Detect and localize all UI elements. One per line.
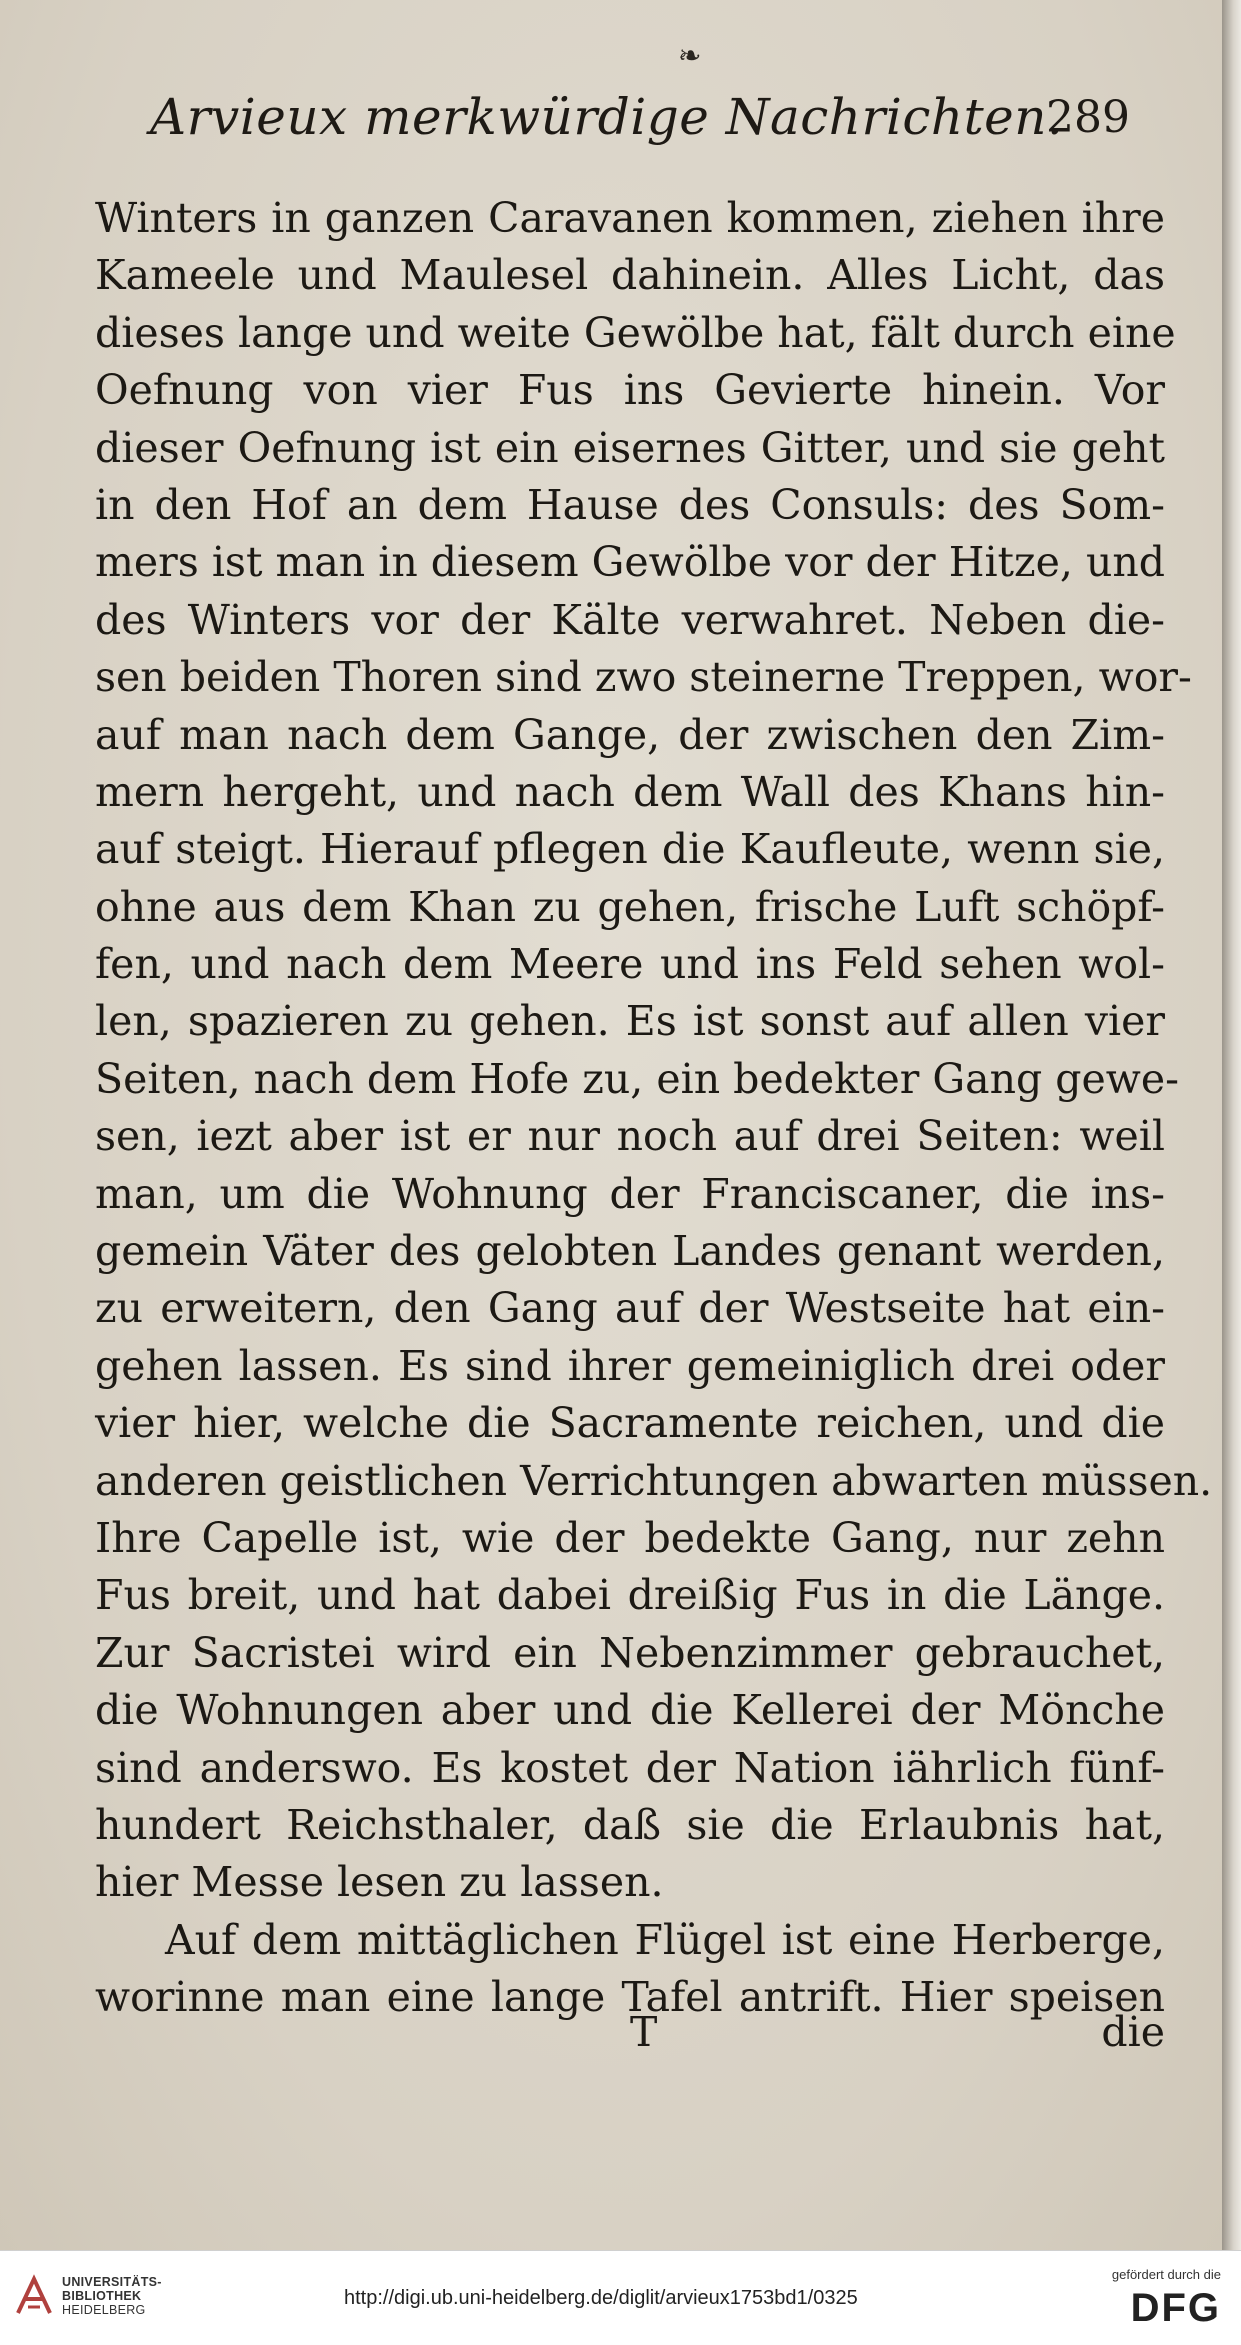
text-line: Ihre Capelle ist, wie der bedekte Gang, nur zehn — [95, 1513, 1165, 1562]
dfg-logo: DFG — [1130, 2286, 1221, 2330]
text-line: hundert Reichsthaler, daß sie die Erlaubnis hat, — [95, 1800, 1165, 1849]
text-line: mern hergeht, und nach dem Wall des Khans hin- — [95, 767, 1165, 816]
signature-mark: T — [630, 2008, 658, 2056]
text-line: sind anderswo. Es kostet der Nation iährlich fünf- — [95, 1743, 1165, 1792]
funder-block — [1021, 2267, 1221, 2328]
library-logo-icon — [14, 2273, 54, 2317]
text-line: gehen lassen. Es sind ihrer gemeiniglich drei oder — [95, 1341, 1165, 1390]
catchword: die — [1101, 2008, 1165, 2056]
text-line: man, um die Wohnung der Franciscaner, die ins- — [95, 1169, 1165, 1218]
library-name-line: HEIDELBERG — [62, 2303, 146, 2317]
text-line: Fus breit, und hat dabei dreißig Fus in die Länge. — [95, 1571, 1165, 1620]
page-edge — [1222, 0, 1241, 2250]
permalink-url[interactable]: http://digi.ub.uni-heidelberg.de/diglit/arvieux1753bd1/0325 — [344, 2287, 858, 2309]
text-line: Seiten, nach dem Hofe zu, ein bedekter Gang gewe- — [95, 1054, 1179, 1103]
page-number: 289 — [1046, 92, 1130, 143]
funder-label: gefördert durch die — [1111, 2267, 1221, 2282]
text-line: dieses lange und weite Gewölbe hat, fält durch eine — [95, 308, 1176, 357]
running-head — [150, 80, 1150, 160]
viewer-footer — [0, 2250, 1241, 2345]
text-line: in den Hof an dem Hause des Consuls: des Som- — [95, 480, 1165, 529]
body-text — [95, 190, 1213, 2027]
text-line: Zur Sacristei wird ein Nebenzimmer gebrauchet, — [95, 1628, 1165, 1677]
text-line: len, spazieren zu gehen. Es ist sonst auf allen vier — [95, 997, 1165, 1046]
text-line: die Wohnungen aber und die Kellerei der Mönche — [95, 1686, 1165, 1735]
paragraph-start-line: Auf dem mittäglichen Flügel ist eine Herberge, — [165, 1915, 1165, 1964]
head-ornament: ❧ — [678, 39, 702, 72]
text-line: ohne aus dem Khan zu gehen, frische Luft schöpf- — [95, 882, 1165, 931]
text-line: worinne man eine lange Tafel antrift. Hier speisen — [95, 1973, 1165, 2022]
text-line: sen beiden Thoren sind zwo steinerne Treppen, wor- — [95, 653, 1192, 702]
text-line: Kameele und Maulesel dahinein. Alles Licht, das — [95, 251, 1165, 300]
library-name-line: UNIVERSITÄTS- — [62, 2275, 162, 2289]
text-line: fen, und nach dem Meere und ins Feld sehen wol- — [95, 940, 1165, 989]
text-line: des Winters vor der Kälte verwahret. Neben die- — [95, 595, 1165, 644]
library-name-line: BIBLIOTHEK — [62, 2289, 142, 2303]
paragraph-end-line: hier Messe lesen zu lassen. — [95, 1858, 664, 1907]
page-foot — [95, 2008, 1165, 2068]
text-line: mers ist man in diesem Gewölbe vor der Hitze, und — [95, 538, 1166, 587]
text-line: auf man nach dem Gange, der zwischen den Zim- — [95, 710, 1165, 759]
text-line: anderen geistlichen Verrichtungen abwarten müssen. — [95, 1456, 1213, 1505]
text-line: dieser Oefnung ist ein eisernes Gitter, und sie geht — [95, 423, 1165, 472]
text-line: sen, iezt aber ist er nur noch auf drei Seiten: weil — [95, 1112, 1165, 1161]
library-name — [62, 2275, 162, 2317]
text-line: Oefnung von vier Fus ins Gevierte hinein. Vor — [95, 366, 1165, 415]
text-line: gemein Väter des gelobten Landes genant werden, — [95, 1227, 1165, 1276]
text-line: auf steigt. Hierauf pflegen die Kaufleute, wenn sie, — [95, 825, 1165, 874]
text-line: Winters in ganzen Caravanen kommen, ziehen ihre — [95, 194, 1165, 242]
running-title: Arvieux merkwürdige Nachrichten. — [150, 88, 1064, 146]
text-line: zu erweitern, den Gang auf der Westseite hat ein- — [95, 1284, 1165, 1333]
text-line: vier hier, welche die Sacramente reichen, und die — [95, 1399, 1165, 1448]
